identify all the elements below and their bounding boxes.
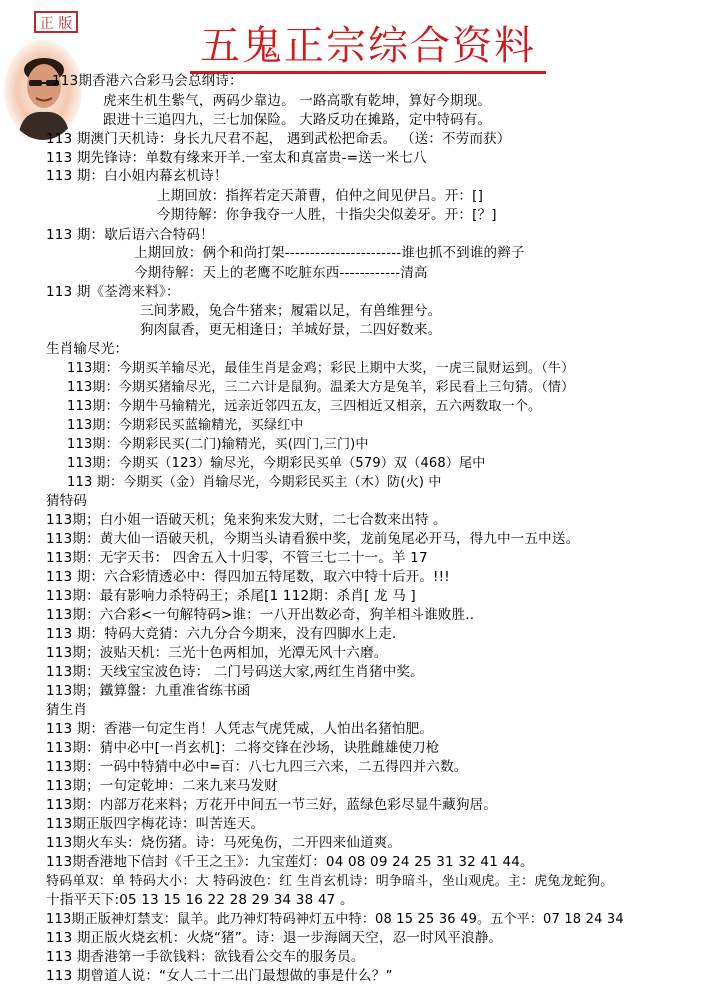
text-line: 113期：今期买（123）输尽光，今期彩民买单（579）双（468）尾中 [67, 456, 486, 471]
text-line: 113 期：歇后语六合特码！ [46, 227, 214, 243]
text-line: 113 期：今期买（金）肖输尽光，今期彩民买主（木）防(火) 中 [67, 475, 442, 490]
text-line: 113 期澳门天机诗：身长九尺君不起， 遇到武松把命丢。 （送：不劳而获） [46, 131, 511, 147]
text-line: 113期：今期买羊输尽光，最佳生肖是金鸡；彩民上期中大奖，一虎三鼠财运到。（牛） [67, 361, 575, 376]
text-line: 113 期：六合彩情透必中：得四加五特尾数，取六中特十后开。!!! [46, 569, 450, 585]
section-heading: 猜生肖 [46, 702, 88, 718]
text-line: 上期回放：俩个和尚打架-----------------------谁也抓不到谁的辫子 [134, 245, 525, 261]
text-line: 113 期曾道人说：“女人二十二出门最想做的事是什么？” [46, 968, 393, 984]
text-line: 113期：今期买猪输尽光，三二六计是鼠狗。温柔大方是兔羊，彩民看上三句猜。（情） [67, 380, 575, 395]
genuine-stamp: 正 版 [34, 11, 78, 33]
text-line: 特码单双：单 特码大小：大 特码波色：红 生肖玄机诗：明争暗斗，坐山观虎。主：虎兔龙蛇狗。 [46, 874, 614, 889]
text-line: 113 期先锋诗：单数有缘来开羊.一室太和真富贵-=送一米七八 [46, 150, 427, 166]
text-line: 113 期《荃湾来料》： [46, 284, 180, 300]
text-line: 113期：最有影响力杀特码王；杀尾[1 112期：杀肖[ 龙 马 ] [46, 588, 416, 604]
text-line: 113期：一码中特猜中必中=百：八七九四三六来，二五得四并六数。 [46, 759, 468, 775]
text-line: 113 期：特码大竞猜：六九分合今期来，没有四脚水上走. [46, 626, 397, 642]
text-line: 113期：天线宝宝波色诗： 二门号码送大家,两红生肖猪中奖。 [46, 664, 424, 680]
portrait-avatar [4, 40, 82, 140]
text-line: 十指平天下:05 13 15 16 22 28 29 34 38 47 。 [46, 892, 354, 908]
text-line: 三间茅殿，兔合牛猪来；履霜以足，有兽维狸兮。 [140, 303, 442, 319]
text-line: 113期：今期彩民买(二门)输精光，买(四门,三门)中 [67, 437, 369, 452]
text-line: 113期正版神灯禁支：鼠羊。此乃神灯特码神灯五中特：08 15 25 36 49。五个平：07 18 24 34 [46, 912, 624, 927]
section-heading: 生肖输尽光： [46, 341, 129, 357]
portrait-image [4, 40, 82, 140]
text-line: 113期：黄大仙一语破天机，今期当头请看猴中奖，龙前兔尾必开马，得九中一五中送。 [46, 531, 580, 547]
text-line: 上期回放：指挥若定天萧曹，伯仲之间见伊吕。开：[] [157, 188, 484, 204]
text-line: 113期香港地下信封《千王之王》：九宝莲灯：04 08 09 24 25 31 32 41 44。 [46, 854, 534, 870]
text-line: 113期：今期彩民买蓝输精光，买绿红中 [67, 418, 304, 433]
text-line: 跟进十三追四九，三七加保险。 大路反功在摊路，定中特码有。 [103, 112, 492, 128]
text-line: 113期：六合彩<一句解特码>谁：一八开出数必奇，狗羊相斗谁败胜.. [46, 607, 475, 623]
title-underline [190, 71, 546, 74]
text-line: 113 期香港第一手欲钱料：欲钱看公交车的服务员。 [46, 949, 365, 965]
text-line: 113期；鐵算盤：九重准省练书函 [46, 683, 251, 699]
text-line: 113 期正版火烧玄机：火烧“猪”。诗：退一步海阔天空，忍一时风平浪静。 [46, 930, 503, 946]
text-line: 113期：猜中必中[一肖玄机]：二将交锋在沙场，诀胜雌雄使刀枪 [46, 740, 440, 756]
text-line: 113期正版四字梅花诗：叫苦连天。 [46, 816, 265, 832]
text-line: 113期；波贴天机：三光十色两相加，光潭无风十六磨。 [46, 645, 388, 661]
text-line: 113期；一句定乾坤：二来九来马发财 [46, 778, 278, 794]
text-line: 113期：内部万花来料；万花开中间五一节三好，蓝绿色彩尽显牛藏狗居。 [46, 797, 498, 813]
text-line: 今期待解：天上的老鹰不吃脏东西------------清高 [134, 265, 428, 281]
text-line: 113期：无字天书： 四舍五入十归零，不管三七二十一。羊 17 [46, 550, 428, 566]
text-line: 狗肉鼠香，更无相逢日；羊城好景，二四好数来。 [140, 322, 442, 338]
text-line: 今期待解：你争我夺一人胜，十指尖尖似姜牙。开：[？] [157, 207, 497, 223]
text-line: 113期；白小姐一语破天机；兔来狗来发大财，二七合数来出特 。 [46, 512, 447, 528]
text-line: 113 期：白小姐内幕玄机诗！ [46, 168, 228, 184]
page-title: 五鬼正宗综合资料 [200, 23, 536, 69]
text-line: 113期火车头：烧伤猪。诗：马死兔伤，二开四来仙道爽。 [46, 835, 402, 851]
text-line: 113期香港六合彩马会总纲诗： [52, 73, 243, 89]
text-line: 虎来生机生紫气，两码少靠边。 一路高歌有乾坤，算好今期现。 [103, 93, 492, 109]
text-line: 113期：今期牛马输精光，远亲近邻四五友，三四相近又相亲，五六两数取一个。 [67, 399, 542, 414]
text-line: 113 期：香港一句定生肖！人凭志气虎凭威，人怕出名猪怕肥。 [46, 721, 434, 737]
section-heading: 猜特码 [46, 493, 88, 509]
